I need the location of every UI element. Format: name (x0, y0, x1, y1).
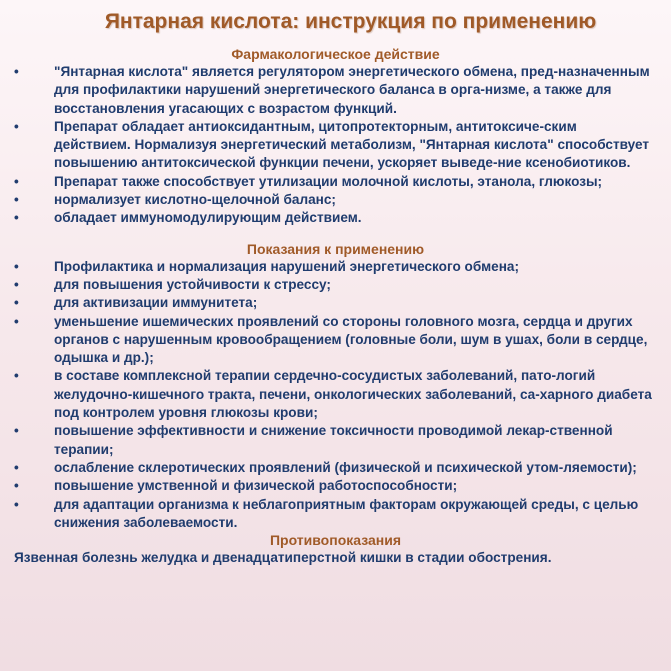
bullet-icon: • (14, 173, 19, 189)
pharmacology-list (14, 63, 657, 228)
bullet-icon: • (14, 496, 19, 512)
list-item-text: для активизации иммунитета; (54, 295, 258, 311)
list-item (14, 477, 657, 495)
bullet-icon: • (14, 210, 19, 226)
list-item (14, 191, 657, 209)
list-item (14, 63, 657, 118)
section-heading-indications: Показания к применению (246, 240, 425, 257)
list-item-text: повышение умственной и физической работоспособности; (54, 478, 458, 494)
list-item-text: "Янтарная кислота" является регулятором энергетического обмена, пред-назначенным для профилактики нарушений энергетического баланса в орга-низме, а также для восстановления угасающих с возрастом функций. (54, 64, 650, 116)
list-item-text: обладает иммуномодулирующим действием. (54, 210, 362, 226)
list-item (14, 496, 657, 533)
bullet-icon: • (14, 313, 19, 329)
bullet-icon: • (14, 459, 19, 475)
list-item-text: в составе комплексной терапии сердечно-сосудистых заболеваний, пато-логий желудочно-кишечного тракта, печени, онкологических заболеваний, са-харного диабета под контролем уровня глюкозы крови; (54, 368, 652, 421)
list-item (14, 459, 657, 477)
section-heading-contraindications: Противопоказания (269, 532, 402, 549)
bullet-icon: • (14, 258, 19, 274)
list-item-text: ослабление склеротических проявлений (физической и психической утом-ляемости); (54, 459, 637, 475)
bullet-icon: • (14, 295, 19, 311)
page-title: Янтарная кислота: инструкция по применению (104, 10, 597, 33)
contraindications-section (14, 532, 657, 567)
bullet-icon: • (14, 192, 19, 208)
list-item (14, 313, 657, 368)
list-item (14, 118, 657, 173)
list-item (14, 173, 657, 191)
list-item (14, 276, 657, 294)
list-item (14, 209, 657, 227)
list-item-text: Препарат также способствует утилизации молочной кислоты, этанола, глюкозы; (54, 173, 603, 189)
list-item-text: для адаптации организма к неблагоприятным факторам окружающей среды, с целью снижения заболеваемости. (54, 496, 639, 530)
list-item (14, 422, 657, 459)
list-item-text: повышение эффективности и снижение токсичности проводимой лекар-ственной терапии; (54, 423, 613, 457)
list-item (14, 258, 657, 276)
bullet-icon: • (14, 118, 19, 134)
bullet-icon: • (14, 423, 19, 439)
list-item-text: Препарат обладает антиоксидантным, цитопротекторным, антитоксиче-ским действием. Нормализуя энергетический метаболизм, "Янтарная кислота" способствует повышению антитоксической функции печени, ускоряет выведе-ние ксенобиотиков. (54, 118, 650, 171)
list-item-text: Профилактика и нормализация нарушений энергетического обмена; (54, 258, 519, 274)
bullet-icon: • (14, 276, 19, 292)
indications-section (14, 241, 657, 532)
bullet-icon: • (14, 478, 19, 494)
contraindications-text: Язвенная болезнь желудка и двенадцатиперстной кишки в стадии обострения. (14, 550, 552, 566)
section-spacer (14, 228, 657, 241)
section-heading-pharmacology: Фармакологическое действие (231, 46, 440, 62)
list-item-text: нормализует кислотно-щелочной баланс; (54, 192, 336, 208)
indications-list (14, 258, 657, 532)
list-item-text: уменьшение ишемических проявлений со стороны головного мозга, сердца и других органов с нарушенным кровообращением (головные боли, шум в ушах, боли в сердце, одышка и др.); (54, 313, 648, 366)
pharmacology-section (14, 46, 657, 228)
list-item-text: для повышения устойчивости к стрессу; (54, 276, 331, 292)
list-item (14, 294, 657, 312)
bullet-icon: • (14, 64, 19, 79)
list-item (14, 367, 657, 422)
bullet-icon: • (14, 368, 19, 384)
